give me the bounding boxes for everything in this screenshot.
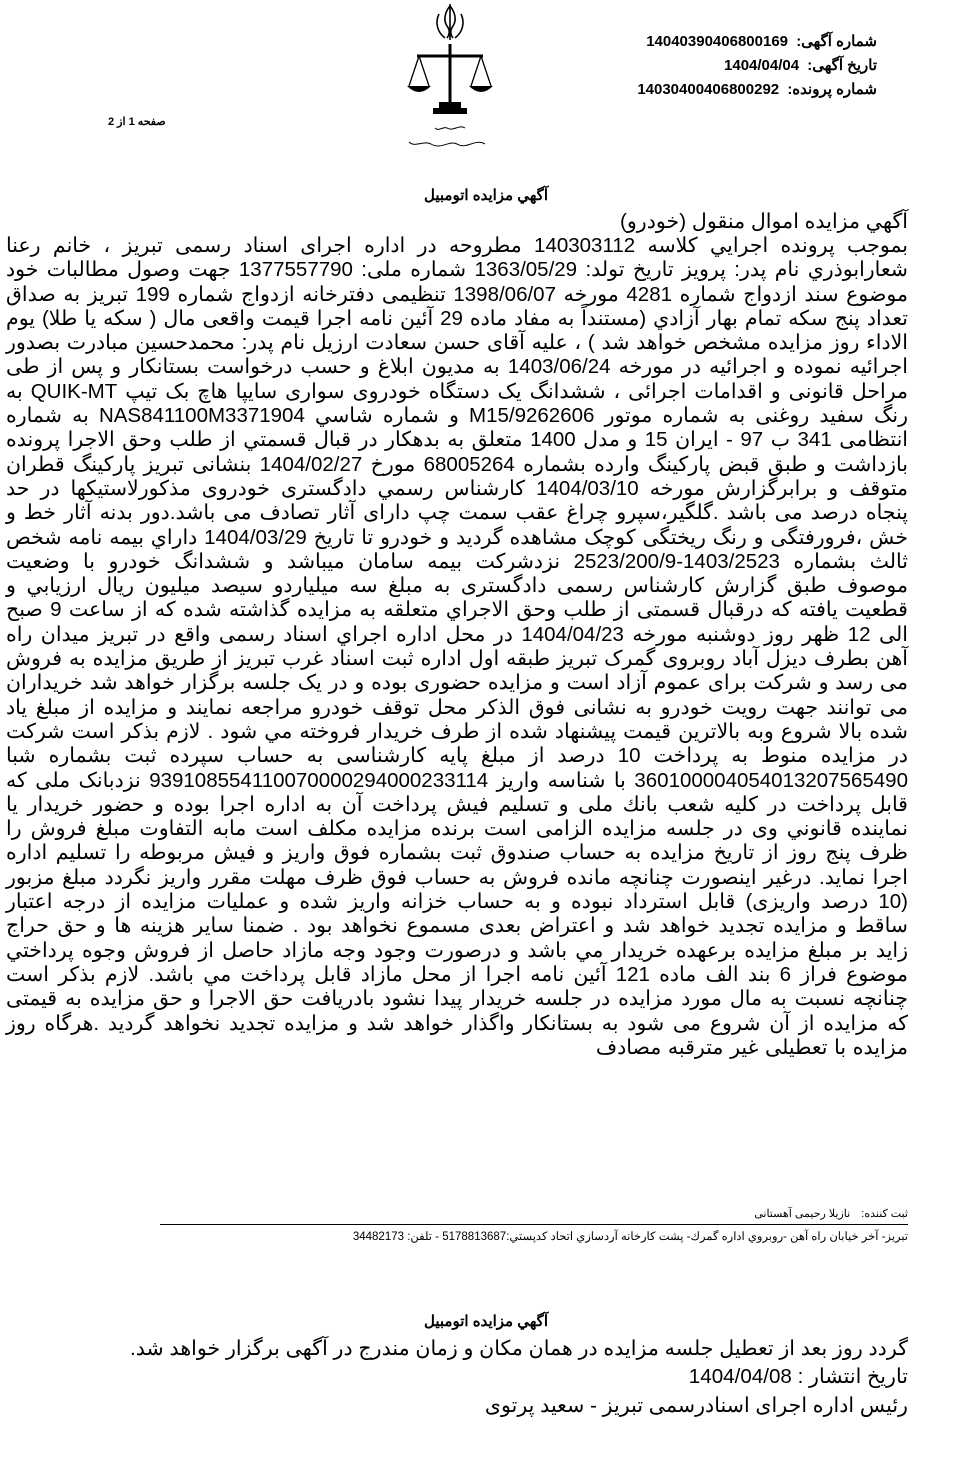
registrar-name: نازیلا رحیمی آهستانی: [754, 1208, 851, 1220]
publish-date-label: تاریخ انتشار :: [797, 1365, 908, 1388]
notice-date-value: 1404/04/04: [724, 57, 800, 74]
notice-date-row: [577, 54, 877, 78]
document-subhead: آگهي مزايده اموال منقول (خودرو): [619, 210, 908, 233]
registrar-label: ثبت کننده:: [861, 1208, 908, 1220]
registrar: [754, 1207, 908, 1220]
office-address: تبريز- آخر خيابان راه آهن -روبروي اداره گمرك- پشت كارخانه آردسازي اتحاد كدپستي:5178813687 - تلفن: 34482173: [352, 1231, 908, 1243]
publish-date: [689, 1364, 908, 1389]
notice-number-row: [577, 30, 877, 54]
judiciary-emblem-icon: [395, 0, 505, 160]
publish-date-value: 1404/04/08: [688, 1365, 792, 1388]
notice-number-value: 14040390406800169: [646, 33, 789, 50]
notice-number-label: شماره آگهی:: [796, 33, 877, 50]
notice-date-label: تاریخ آگهی:: [807, 57, 877, 74]
notice-meta: [577, 30, 877, 102]
page-count: صفحه 1 از 2: [108, 116, 166, 128]
document-title-repeat: آگهي مزايده اتومبيل: [424, 1313, 548, 1330]
signer: رئیس اداره اجرای اسنادرسمی تبریز - سعید پرتوی: [484, 1394, 908, 1417]
notice-body: بموجب پرونده اجرايي كلاسه 140303112 مطروحه در اداره اجرای اسناد رسمی تبریز ، خانم رعنا شعارابوذري نام پدر: پرويز تاريخ تولد: 1363/05/29 شماره ملی: 1377557790 جهت وصول مطالبات خود موضوع سند ازدواج شماره 4281 مورخه 1398/06/07 تنظیمی دفترخانه ازدواج شماره 199 تبریز به صداق تعداد پنج سكه تمام بهار آزادي (مستنداً به مفاد ماده 29 آئین نامه اجرا قیمت واقعی مال ( سكه يا طلا) یوم الاداء روز مزایده مشخص خواهد شد ) ، علیه آقای حسن سعادت ارزیل نام پدر: محمدحسين مبادرت بصدور اجرائیه نموده و اجرائیه در مورخه 1403/06/24 به مديون ابلاغ و حسب درخواست بستانكار و پس از طی مراحل قانونی و اقدامات اجرائی ، ششدانگ یک دستگاه خودروی سواری سایپا هاچ بک تیپ QUIK-MT به رنگ سفید روغنی به شماره موتور M15/9262606 و شماره شاسي NAS841100M3371904 به شماره انتظامی 341 ب 97 - ایران 15 و مدل 1400 متعلق به بدهكار در قبال قسمتي از طلب وحق الاجرا پرونده بازداشت و طبق قبض پاركینگ وارده بشماره 68005264 مورخ 1404/02/27 بنشانی تبریز پارکینگ قطران متوقف و برابرگزارش مورخه 1404/03/10 كارشناس رسمي دادگستری خودروی مذکورلاستیکها در حد پنجاه درصد می باشد .گلگیر،سپرو چراغ عقب سمت چپ دارای آثار تصادف می باشد.دور بدنه آثار خط و خش ،فرورفتگی و رنگ ریختگی کوچک مشاهده گردید و خودرو تا تاریخ 1404/03/29 داراي بیمه نامه شخص ثالث بشماره 1403/2523-2523/200/9 نزدشرکت بیمه سامان میباشد و ششدانگ خودرو با وضعیت موصوف طبق گزارش كارشناس رسمی دادگستری به مبلغ سه میلیاردو سیصد میلیون ریال ارزيابي و قطعيت يافته كه درقبال قسمتی از طلب وحق الاجراي متعلقه به مزايده گذاشته شده كه از ساعت 9 صبح الی 12 ظهر روز دوشنبه مورخه 1404/04/23 در محل اداره اجراي اسناد رسمی واقع در تبریز میدان راه آهن بطرف دیزل آباد روبروی گمرک تبریز طبقه اول اداره ثبت اسناد غرب تبریز از طريق مزايده به فروش می رسد و شركت برای عموم آزاد است و مزایده حضوری بوده و در یک جلسه برگزار خواهد شد خریداران می توانند جهت رويت خودرو به نشانی فوق الذكر محل توقف خودرو مراجعه نمايند و مزايده از مبلغ ياد شده بالا شروع وبه بالاترين قيمت پيشنهاد شده از طرف خريدار فروخته مي شود . لازم بذكر است شركت در مزايده منوط به پرداخت 10 درصد از مبلغ پایه كارشناسی به حساب سپرده ثبت بشماره شبا 360100004054013207565490 با شناسه واریز 939108554110070000294000233114 نزدبانک ملی كه قابل پرداخت در كليه شعب بانك ملی و تسليم فيش پرداخت آن به اداره اجرا بوده و حضور خريدار يا نماينده قانوني وی در جلسه مزايده الزامی است برنده مزايده مكلف است مابه التفاوت مبلغ فروش را ظرف پنج روز از تاريخ مزايده به حساب صندوق ثبت بشماره فوق واريز و فيش مربوطه را تسليم اداره اجرا نمايد. درغير اينصورت چنانچه مانده فروش به حساب فوق ظرف مهلت مقرر واريز نگردد مبلغ مزبور (10 درصد واریزی) قابل استرداد نبوده و به حساب خزانه واريز شده و عمليات مزايده از درجه اعتبار ساقط و مزايده تجديد خواهد شد و اعتراض بعدی مسموع نخواهد بود . ضمنا سایر هزینه ها و حق حراج زاید بر مبلغ مزایده برعهده خریدار مي باشد و درصورت وجود وجه مازاد حاصل از فروش وجوه پرداختي موضوع فراز 6 بند الف ماده 121 آئين نامه اجرا از محل مازاد قابل پرداخت مي باشد. لازم بذكر است چنانچه نسبت به مال مورد مزايده در جلسه خريدار پيدا نشود بادريافت حق الاجرا و حق مزايده به قيمتی كه مزايده از آن شروع می شود به بستانكار واگذار خواهد شد و مزايده تجديد نخواهد گرديد .هرگاه روز مزايده با تعطیلی غير مترقبه مصادف: [6, 234, 909, 1059]
document-title: آگهي مزايده اتومبيل: [424, 187, 548, 204]
case-number-row: [577, 78, 877, 102]
notice-continuation: گردد روز بعد از تعطيل جلسه مزايده در همان مكان و زمان مندرج در آگهی برگزار خواهد شد.: [130, 1337, 908, 1360]
case-number-value: 14030400406800292: [637, 81, 780, 98]
case-number-label: شماره پرونده:: [787, 81, 877, 98]
divider: [160, 1224, 908, 1225]
